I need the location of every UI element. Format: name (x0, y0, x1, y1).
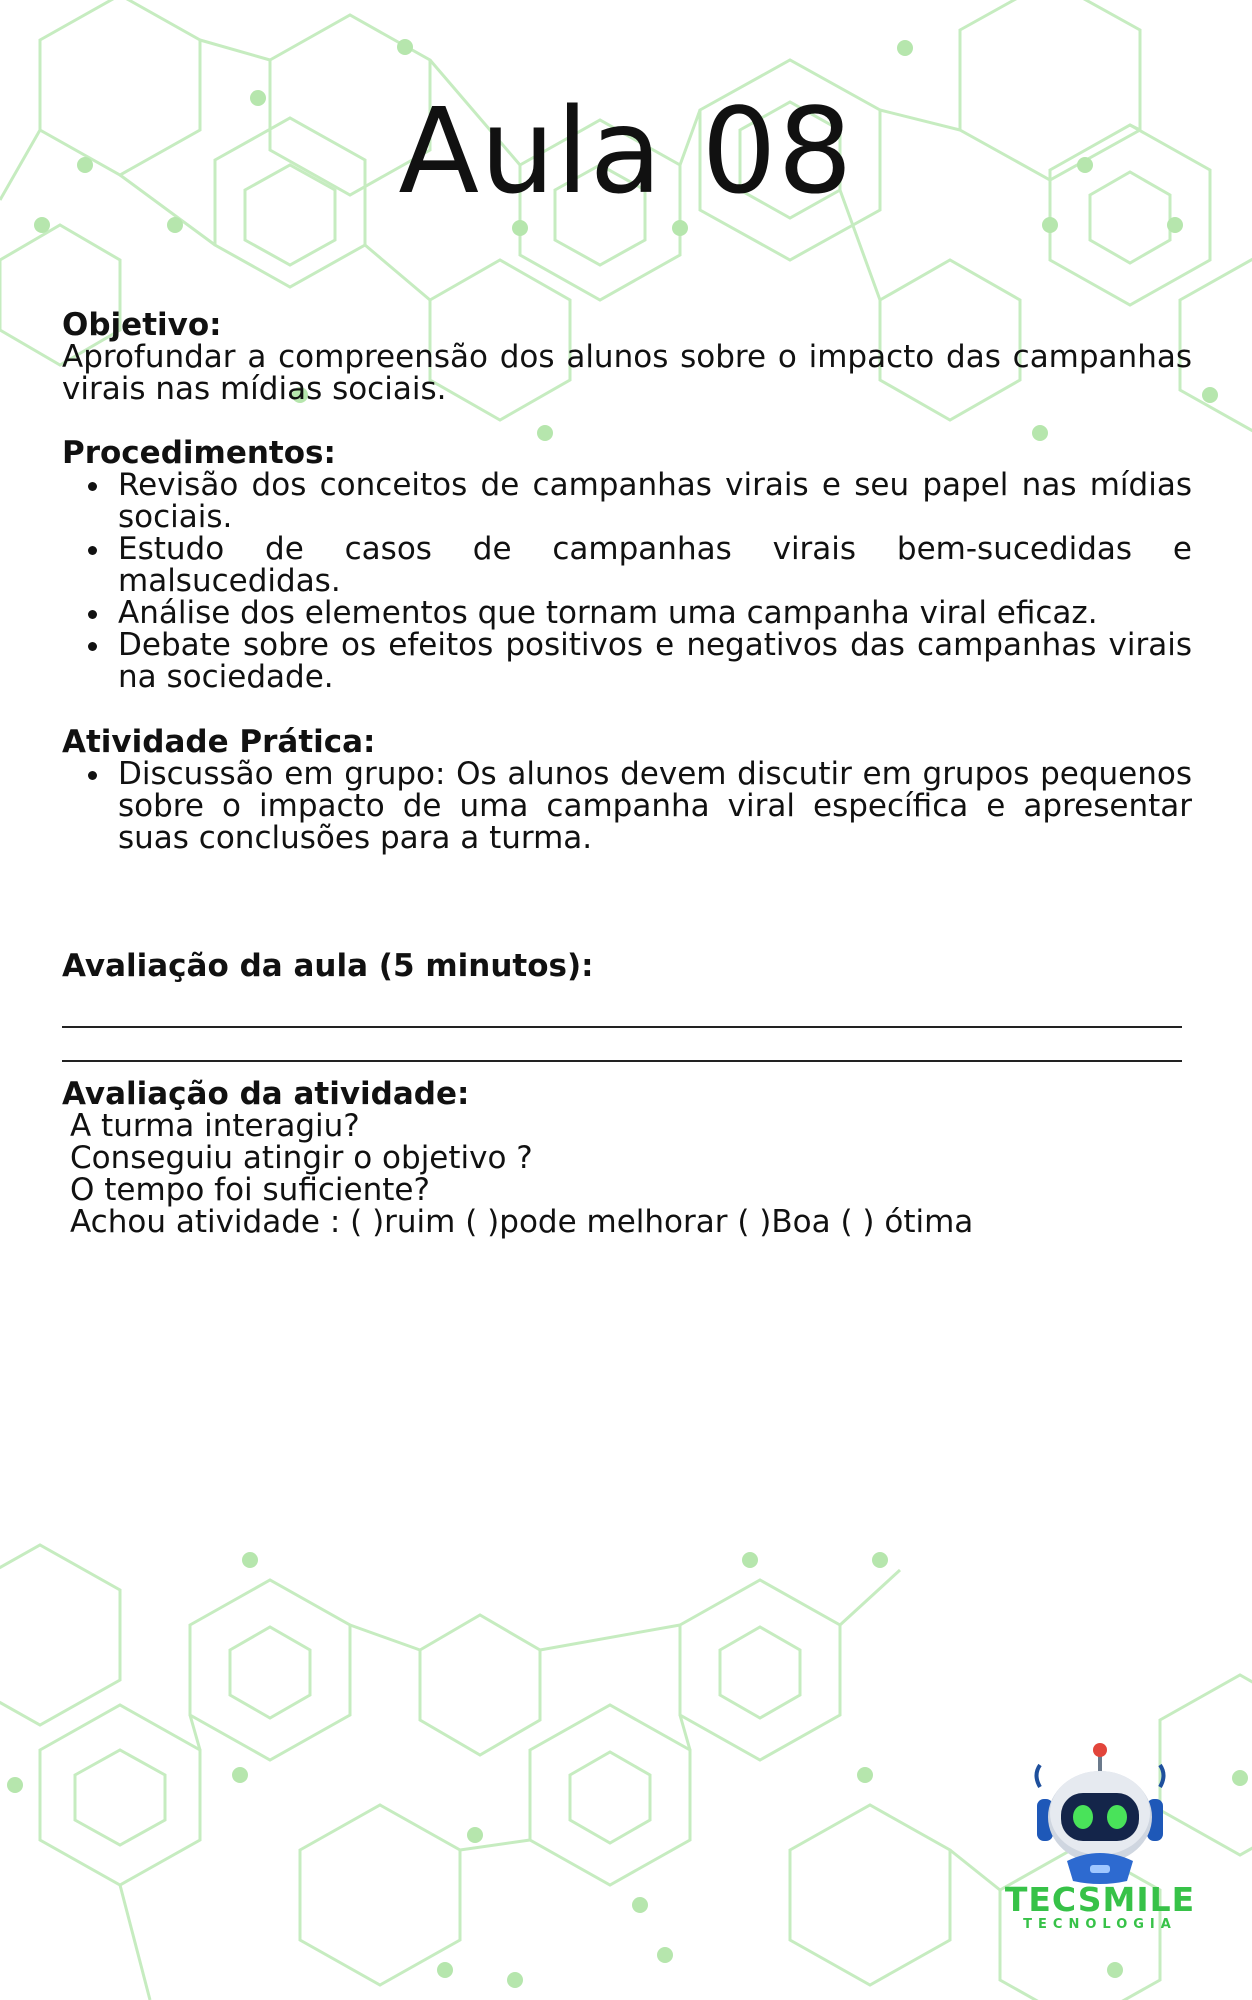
procedimentos-list (62, 469, 1192, 693)
list-item: Estudo de casos de campanhas virais bem-sucedidas e malsucedidas. (118, 531, 1192, 599)
robot-icon-svg (995, 1735, 1205, 1885)
procedimentos-heading: Procedimentos: (62, 435, 336, 471)
answer-line-1 (62, 1026, 1182, 1028)
brand-subtitle: TECNOLOGIA (1023, 1917, 1177, 1932)
objetivo-text: Aprofundar a compreensão dos alunos sobre o impacto das campanhas virais nas mídias sociais. (62, 339, 1192, 407)
avaliacao-atividade-section (62, 1078, 1192, 1238)
list-item: Debate sobre os efeitos positivos e negativos das campanhas virais na sociedade. (118, 627, 1192, 695)
procedimentos-section (62, 437, 1192, 693)
avaliacao-aula-heading: Avaliação da aula (5 minutos): (62, 948, 594, 984)
list-item: Revisão dos conceitos de campanhas virais e seu papel nas mídias sociais. (118, 467, 1192, 535)
list-item: Discussão em grupo: Os alunos devem discutir em grupos pequenos sobre o impacto de uma campanha viral específica e apresentar suas conclusões para a turma. (118, 756, 1192, 856)
eval-question-objective: Conseguiu atingir o objetivo ? (70, 1140, 533, 1176)
atividade-section (62, 726, 1192, 854)
eval-question-time: O tempo foi suficiente? (70, 1172, 430, 1208)
atividade-list (62, 758, 1192, 854)
atividade-heading: Atividade Prática: (62, 724, 376, 760)
objetivo-section (62, 309, 1192, 405)
answer-line-2 (62, 1060, 1182, 1062)
avaliacao-atividade-heading: Avaliação da atividade: (62, 1076, 470, 1112)
eval-question-interaction: A turma interagiu? (70, 1108, 360, 1144)
page-title: Aula 08 (398, 82, 854, 220)
brand-name: TECSMILE (1004, 1880, 1196, 1919)
avaliacao-aula-section (62, 950, 1192, 1062)
eval-rating-options: Achou atividade : ( )ruim ( )pode melhorar ( )Boa ( ) ótima (70, 1204, 974, 1240)
list-item: Análise dos elementos que tornam uma campanha viral eficaz. (118, 597, 1192, 629)
objetivo-heading: Objetivo: (62, 307, 222, 343)
